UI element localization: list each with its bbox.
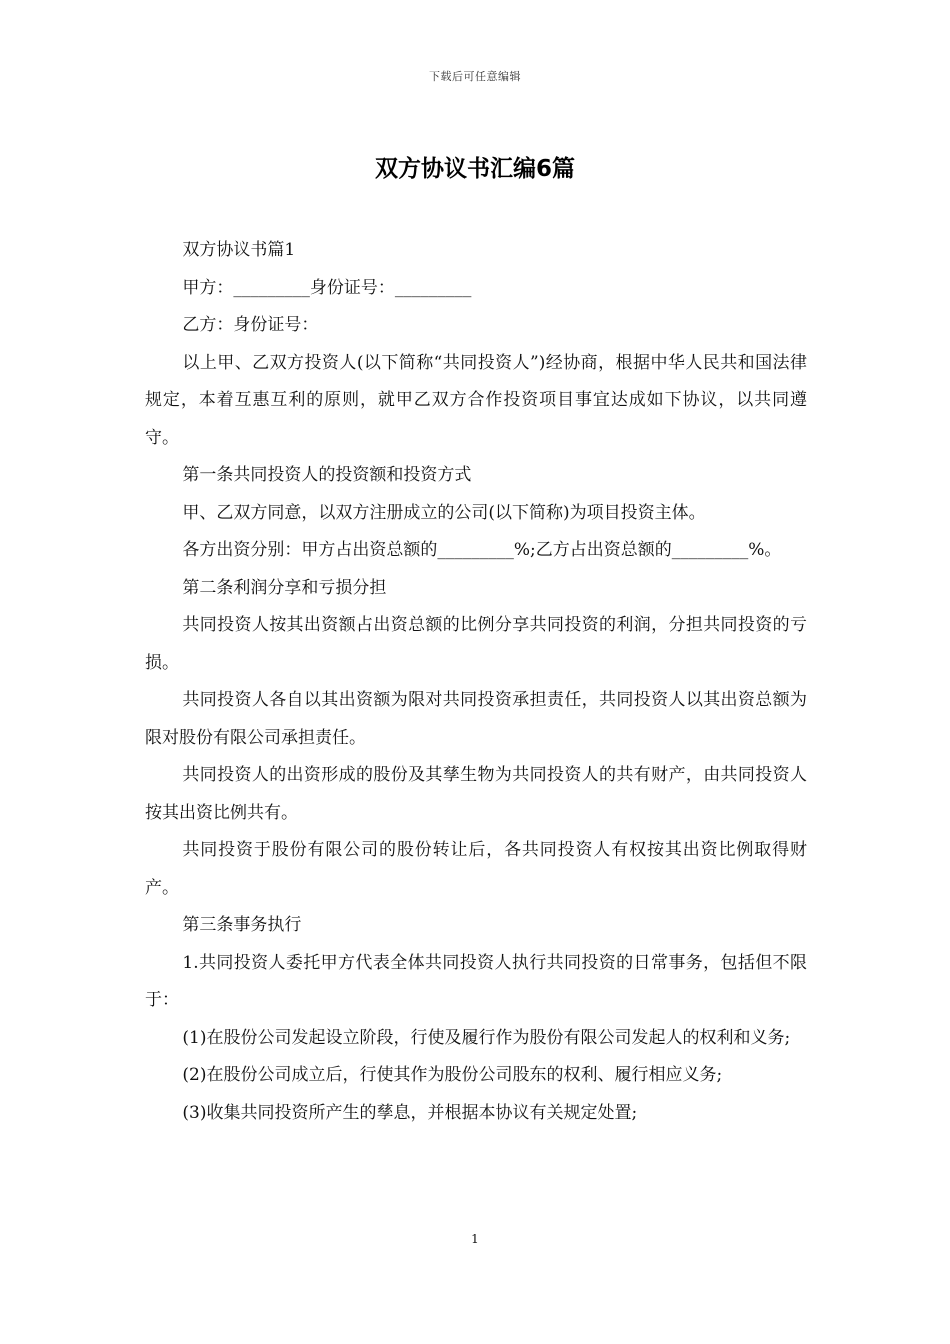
paragraph: (3)收集共同投资所产生的孳息，并根据本协议有关规定处置; [182, 1102, 638, 1123]
paragraph: 甲、乙双方同意，以双方注册成立的公司(以下简称)为项目投资主体。 [182, 502, 706, 523]
paragraph: 甲方：_________身份证号：_________ [182, 277, 472, 298]
paragraph: 双方协议书篇1 [182, 240, 296, 260]
paragraph: (2)在股份公司成立后，行使其作为股份公司股东的权利、履行相应义务; [182, 1065, 723, 1085]
paragraph: 共同投资人按其出资额占出资总额的比例分享共同投资的利润，分担共同投资的亏损。 [145, 615, 807, 673]
document-title: 双方协议书汇编6篇 [374, 156, 575, 182]
paragraph: 共同投资人的出资形成的股份及其孳生物为共同投资人的共有财产，由共同投资人按其出资比例共有。 [145, 765, 807, 823]
paragraph: 第三条事务执行 [182, 915, 302, 935]
page-header: 下载后可任意编辑 [429, 70, 521, 83]
paragraph: 各方出资分别：甲方占出资总额的_________%;乙方占出资总额的_________%。 [182, 540, 782, 560]
document-body [145, 232, 807, 1132]
paragraph: 1.共同投资人委托甲方代表全体共同投资人执行共同投资的日常事务，包括但不限于： [145, 952, 807, 1010]
paragraph: (1)在股份公司发起设立阶段，行使及履行作为股份有限公司发起人的权利和义务; [182, 1027, 791, 1048]
paragraph: 以上甲、乙双方投资人(以下简称“共同投资人”)经协商，根据中华人民共和国法律规定，本着互惠互利的原则，就甲乙双方合作投资项目事宜达成如下协议，以共同遵守。 [145, 352, 807, 448]
paragraph: 乙方：身份证号： [182, 315, 319, 335]
paragraph: 第一条共同投资人的投资额和投资方式 [182, 465, 472, 485]
page-number: 1 [471, 1232, 479, 1246]
paragraph: 第二条利润分享和亏损分担 [182, 577, 387, 598]
paragraph: 共同投资于股份有限公司的股份转让后，各共同投资人有权按其出资比例取得财产。 [145, 840, 807, 898]
paragraph: 共同投资人各自以其出资额为限对共同投资承担责任，共同投资人以其出资总额为限对股份有限公司承担责任。 [145, 690, 807, 748]
